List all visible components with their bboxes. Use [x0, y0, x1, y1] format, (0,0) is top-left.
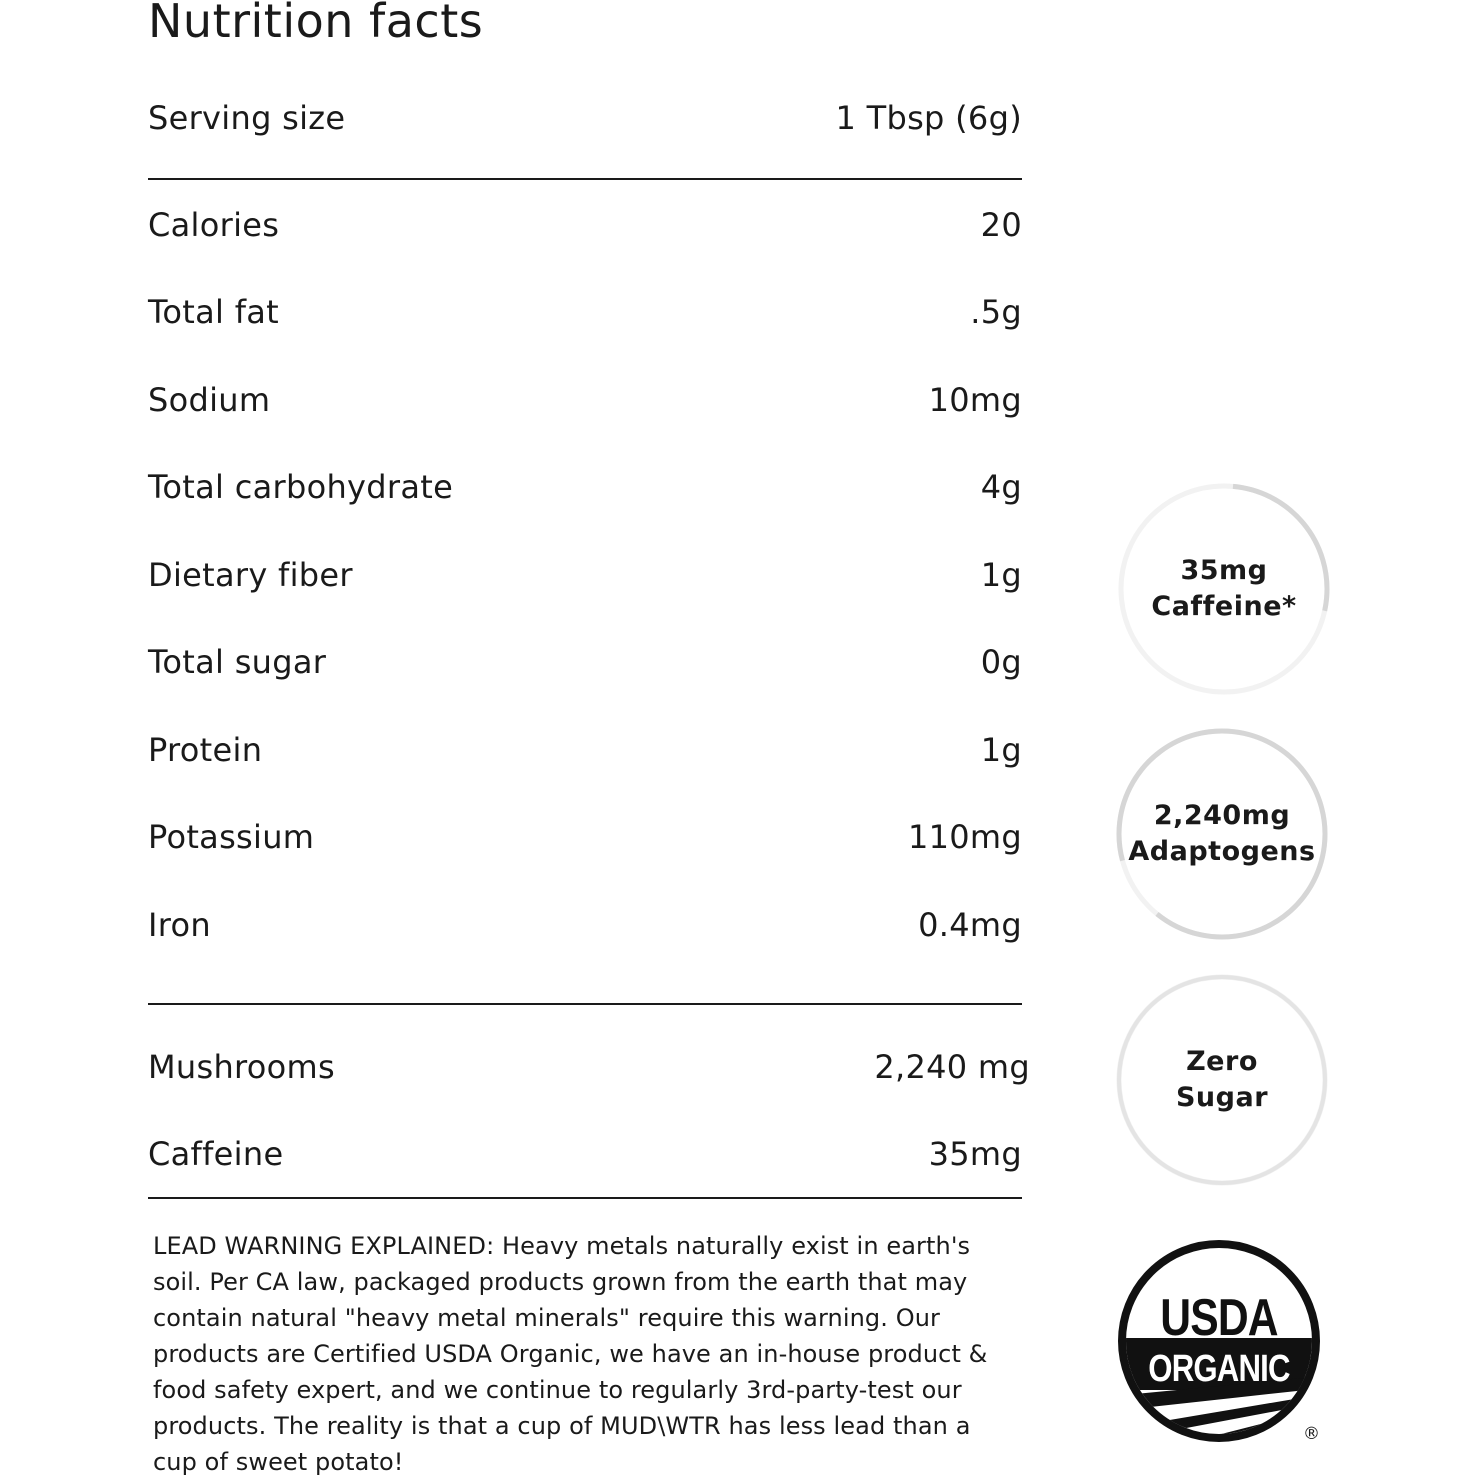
badge-label: Sugar — [1175, 1082, 1269, 1113]
nutrient-row — [148, 725, 1022, 775]
badge-label: Adaptogens — [1128, 836, 1316, 867]
extra-label: Caffeine — [148, 1135, 284, 1173]
divider-bottom — [148, 1197, 1022, 1199]
badge-label: Caffeine* — [1151, 591, 1297, 622]
nutrient-value: 1g — [980, 556, 1022, 594]
nutrient-value: 110mg — [907, 818, 1022, 856]
lead-warning-text: LEAD WARNING EXPLAINED: Heavy metals naturally exist in earth's soil. Per CA law, packaged products grown from the earth that may contain natural "heavy metal minerals" require this warning. Our products are Certified USDA Organic, we have an in-house product & food safety expert, and we continue to regularly 3rd-party-test our products. The reality is that a cup of MUD\WTR has less lead than a cup of sweet potato! — [153, 1232, 988, 1476]
badge-amount: 35mg — [1180, 555, 1268, 586]
divider-top — [148, 178, 1022, 180]
nutrient-value: 20 — [980, 206, 1022, 244]
nutrient-label: Calories — [148, 206, 280, 244]
badge-amount: 2,240mg — [1153, 800, 1291, 831]
nutrient-row — [148, 462, 1022, 512]
nutrient-label: Protein — [148, 731, 263, 769]
zero-sugar-badge — [1114, 972, 1330, 1188]
nutrient-value: 0.4mg — [918, 906, 1022, 944]
nutrient-label: Total sugar — [148, 643, 327, 681]
extra-label: Mushrooms — [148, 1048, 335, 1086]
serving-size-row — [148, 93, 1022, 143]
registered-mark: ® — [1303, 1424, 1320, 1444]
nutrient-label: Sodium — [148, 381, 271, 419]
usda-seal-bottom-text: ORGANIC — [1148, 1348, 1290, 1390]
divider-middle — [148, 1003, 1022, 1005]
adaptogens-badge — [1114, 726, 1330, 942]
usda-seal-top-text: USDA — [1160, 1289, 1278, 1347]
extra-row — [148, 1129, 1022, 1179]
nutrient-row — [148, 637, 1022, 687]
caffeine-badge — [1116, 481, 1332, 697]
nutrient-value: 1g — [980, 731, 1022, 769]
nutrient-value: 0g — [980, 643, 1022, 681]
nutrient-row — [148, 200, 1022, 250]
serving-size-value: 1 Tbsp (6g) — [835, 99, 1022, 137]
nutrient-row — [148, 812, 1022, 862]
nutrient-row — [148, 375, 1022, 425]
nutrient-label: Potassium — [148, 818, 315, 856]
nutrient-label: Iron — [148, 906, 211, 944]
page-title: Nutrition facts — [148, 0, 484, 48]
nutrient-value: .5g — [970, 293, 1022, 331]
nutrient-value: 4g — [980, 468, 1022, 506]
usda-organic-seal — [1114, 1236, 1324, 1446]
extra-value: 35mg — [928, 1135, 1022, 1173]
nutrient-label: Total fat — [148, 293, 280, 331]
nutrient-label: Dietary fiber — [148, 556, 353, 594]
nutrient-row — [148, 287, 1022, 337]
badge-amount: Zero — [1186, 1046, 1258, 1077]
serving-size-label: Serving size — [148, 99, 346, 137]
nutrient-row — [148, 550, 1022, 600]
extra-row — [148, 1042, 1030, 1092]
nutrient-value: 10mg — [928, 381, 1022, 419]
nutrient-row — [148, 900, 1022, 950]
nutrient-label: Total carbohydrate — [148, 468, 454, 506]
extra-value: 2,240 mg — [874, 1048, 1030, 1086]
